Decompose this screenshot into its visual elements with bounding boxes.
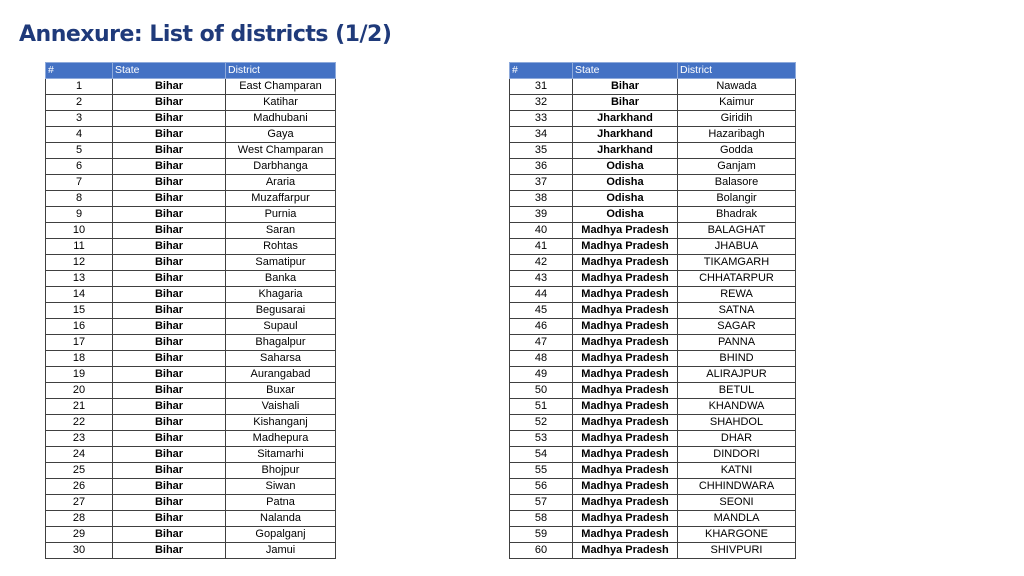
row-number: 20 xyxy=(46,383,113,399)
district-cell: Rohtas xyxy=(226,239,336,255)
state-cell: Bihar xyxy=(113,191,226,207)
state-cell: Madhya Pradesh xyxy=(573,527,678,543)
state-cell: Bihar xyxy=(113,463,226,479)
row-number: 6 xyxy=(46,159,113,175)
table-row xyxy=(46,127,336,143)
row-number: 3 xyxy=(46,111,113,127)
row-number: 39 xyxy=(510,207,573,223)
state-cell: Bihar xyxy=(113,287,226,303)
state-cell: Madhya Pradesh xyxy=(573,511,678,527)
header-district: District xyxy=(226,63,336,79)
state-cell: Bihar xyxy=(113,79,226,95)
table-row xyxy=(46,95,336,111)
state-cell: Bihar xyxy=(113,447,226,463)
district-cell: Begusarai xyxy=(226,303,336,319)
row-number: 18 xyxy=(46,351,113,367)
state-cell: Madhya Pradesh xyxy=(573,303,678,319)
state-cell: Bihar xyxy=(113,367,226,383)
row-number: 47 xyxy=(510,335,573,351)
row-number: 10 xyxy=(46,223,113,239)
state-cell: Odisha xyxy=(573,191,678,207)
table-row xyxy=(510,527,796,543)
table-row xyxy=(46,143,336,159)
table-row xyxy=(510,335,796,351)
row-number: 59 xyxy=(510,527,573,543)
district-cell: Gopalganj xyxy=(226,527,336,543)
table-row xyxy=(46,447,336,463)
state-cell: Madhya Pradesh xyxy=(573,399,678,415)
district-cell: DINDORI xyxy=(678,447,796,463)
state-cell: Bihar xyxy=(113,303,226,319)
row-number: 51 xyxy=(510,399,573,415)
header-state: State xyxy=(113,63,226,79)
table-header-row xyxy=(46,63,336,79)
row-number: 52 xyxy=(510,415,573,431)
district-cell: MANDLA xyxy=(678,511,796,527)
row-number: 23 xyxy=(46,431,113,447)
state-cell: Bihar xyxy=(113,271,226,287)
state-cell: Bihar xyxy=(113,319,226,335)
state-cell: Madhya Pradesh xyxy=(573,351,678,367)
table-row xyxy=(46,207,336,223)
table-row xyxy=(46,415,336,431)
row-number: 33 xyxy=(510,111,573,127)
table-row xyxy=(46,271,336,287)
district-cell: Khagaria xyxy=(226,287,336,303)
district-cell: Samatipur xyxy=(226,255,336,271)
row-number: 37 xyxy=(510,175,573,191)
table-row xyxy=(510,223,796,239)
row-number: 5 xyxy=(46,143,113,159)
state-cell: Bihar xyxy=(113,335,226,351)
district-cell: Madhubani xyxy=(226,111,336,127)
table-row xyxy=(46,79,336,95)
state-cell: Madhya Pradesh xyxy=(573,495,678,511)
table-row xyxy=(510,543,796,559)
state-cell: Madhya Pradesh xyxy=(573,335,678,351)
table-row xyxy=(46,111,336,127)
district-cell: Godda xyxy=(678,143,796,159)
table-row xyxy=(46,543,336,559)
table-row xyxy=(510,447,796,463)
state-cell: Bihar xyxy=(113,431,226,447)
district-cell: Ganjam xyxy=(678,159,796,175)
state-cell: Bihar xyxy=(113,175,226,191)
district-cell: Araria xyxy=(226,175,336,191)
state-cell: Madhya Pradesh xyxy=(573,319,678,335)
district-cell: JHABUA xyxy=(678,239,796,255)
row-number: 54 xyxy=(510,447,573,463)
state-cell: Madhya Pradesh xyxy=(573,271,678,287)
state-cell: Bihar xyxy=(113,223,226,239)
table-row xyxy=(46,175,336,191)
state-cell: Odisha xyxy=(573,175,678,191)
district-cell: Patna xyxy=(226,495,336,511)
row-number: 55 xyxy=(510,463,573,479)
table-row xyxy=(510,463,796,479)
table-row xyxy=(510,271,796,287)
table-row xyxy=(510,239,796,255)
district-cell: CHHATARPUR xyxy=(678,271,796,287)
district-cell: Nawada xyxy=(678,79,796,95)
state-cell: Madhya Pradesh xyxy=(573,383,678,399)
state-cell: Bihar xyxy=(113,383,226,399)
row-number: 2 xyxy=(46,95,113,111)
table-row xyxy=(510,351,796,367)
table-row xyxy=(46,367,336,383)
state-cell: Madhya Pradesh xyxy=(573,447,678,463)
state-cell: Bihar xyxy=(113,527,226,543)
district-cell: BALAGHAT xyxy=(678,223,796,239)
row-number: 45 xyxy=(510,303,573,319)
state-cell: Madhya Pradesh xyxy=(573,415,678,431)
district-cell: SHIVPURI xyxy=(678,543,796,559)
state-cell: Jharkhand xyxy=(573,111,678,127)
row-number: 50 xyxy=(510,383,573,399)
table-row xyxy=(510,255,796,271)
table-row xyxy=(510,319,796,335)
row-number: 15 xyxy=(46,303,113,319)
row-number: 35 xyxy=(510,143,573,159)
table-row xyxy=(510,367,796,383)
state-cell: Bihar xyxy=(113,143,226,159)
table-row xyxy=(510,127,796,143)
district-cell: DHAR xyxy=(678,431,796,447)
district-cell: SAGAR xyxy=(678,319,796,335)
state-cell: Bihar xyxy=(113,479,226,495)
table-row xyxy=(46,159,336,175)
district-cell: ALIRAJPUR xyxy=(678,367,796,383)
row-number: 17 xyxy=(46,335,113,351)
row-number: 34 xyxy=(510,127,573,143)
row-number: 11 xyxy=(46,239,113,255)
row-number: 13 xyxy=(46,271,113,287)
row-number: 16 xyxy=(46,319,113,335)
table-row xyxy=(46,495,336,511)
table-row xyxy=(510,95,796,111)
state-cell: Bihar xyxy=(113,159,226,175)
table-row xyxy=(510,175,796,191)
state-cell: Bihar xyxy=(113,511,226,527)
table-row xyxy=(46,431,336,447)
row-number: 29 xyxy=(46,527,113,543)
district-cell: Kishanganj xyxy=(226,415,336,431)
district-cell: Vaishali xyxy=(226,399,336,415)
district-cell: Aurangabad xyxy=(226,367,336,383)
district-cell: Sitamarhi xyxy=(226,447,336,463)
row-number: 1 xyxy=(46,79,113,95)
district-cell: Giridih xyxy=(678,111,796,127)
district-cell: Bhadrak xyxy=(678,207,796,223)
table-row xyxy=(46,383,336,399)
table-row xyxy=(46,335,336,351)
table-row xyxy=(510,111,796,127)
district-cell: Siwan xyxy=(226,479,336,495)
state-cell: Bihar xyxy=(113,495,226,511)
table-row xyxy=(510,511,796,527)
row-number: 19 xyxy=(46,367,113,383)
row-number: 30 xyxy=(46,543,113,559)
row-number: 60 xyxy=(510,543,573,559)
district-cell: Kaimur xyxy=(678,95,796,111)
district-cell: East Champaran xyxy=(226,79,336,95)
state-cell: Bihar xyxy=(113,207,226,223)
district-cell: KATNI xyxy=(678,463,796,479)
district-cell: Buxar xyxy=(226,383,336,399)
state-cell: Bihar xyxy=(113,111,226,127)
state-cell: Madhya Pradesh xyxy=(573,223,678,239)
state-cell: Jharkhand xyxy=(573,127,678,143)
district-table-left xyxy=(45,62,336,559)
table-row xyxy=(46,239,336,255)
row-number: 32 xyxy=(510,95,573,111)
table-body-left xyxy=(46,79,336,559)
state-cell: Madhya Pradesh xyxy=(573,431,678,447)
district-cell: SHAHDOL xyxy=(678,415,796,431)
district-table-right xyxy=(509,62,796,559)
row-number: 9 xyxy=(46,207,113,223)
row-number: 8 xyxy=(46,191,113,207)
table-row xyxy=(510,479,796,495)
district-cell: Jamui xyxy=(226,543,336,559)
district-cell: BHIND xyxy=(678,351,796,367)
row-number: 27 xyxy=(46,495,113,511)
state-cell: Bihar xyxy=(113,399,226,415)
table-row xyxy=(510,303,796,319)
district-cell: KHARGONE xyxy=(678,527,796,543)
row-number: 44 xyxy=(510,287,573,303)
district-cell: Gaya xyxy=(226,127,336,143)
state-cell: Bihar xyxy=(113,127,226,143)
row-number: 25 xyxy=(46,463,113,479)
state-cell: Madhya Pradesh xyxy=(573,239,678,255)
table-row xyxy=(510,415,796,431)
row-number: 43 xyxy=(510,271,573,287)
table-row xyxy=(46,223,336,239)
district-cell: KHANDWA xyxy=(678,399,796,415)
district-cell: SEONI xyxy=(678,495,796,511)
district-cell: Muzaffarpur xyxy=(226,191,336,207)
table-row xyxy=(46,399,336,415)
table-row xyxy=(46,351,336,367)
state-cell: Bihar xyxy=(113,95,226,111)
district-cell: REWA xyxy=(678,287,796,303)
table-row xyxy=(46,479,336,495)
table-row xyxy=(510,79,796,95)
row-number: 40 xyxy=(510,223,573,239)
state-cell: Madhya Pradesh xyxy=(573,463,678,479)
state-cell: Odisha xyxy=(573,159,678,175)
row-number: 56 xyxy=(510,479,573,495)
table-row xyxy=(510,143,796,159)
state-cell: Bihar xyxy=(573,79,678,95)
district-cell: Madhepura xyxy=(226,431,336,447)
state-cell: Jharkhand xyxy=(573,143,678,159)
table-body-right xyxy=(510,79,796,559)
district-cell: PANNA xyxy=(678,335,796,351)
row-number: 21 xyxy=(46,399,113,415)
row-number: 49 xyxy=(510,367,573,383)
district-cell: Nalanda xyxy=(226,511,336,527)
state-cell: Madhya Pradesh xyxy=(573,367,678,383)
district-cell: CHHINDWARA xyxy=(678,479,796,495)
row-number: 58 xyxy=(510,511,573,527)
header-num: # xyxy=(510,63,573,79)
district-cell: Hazaribagh xyxy=(678,127,796,143)
district-cell: Bhagalpur xyxy=(226,335,336,351)
row-number: 7 xyxy=(46,175,113,191)
header-state: State xyxy=(573,63,678,79)
table-row xyxy=(510,399,796,415)
state-cell: Bihar xyxy=(113,239,226,255)
table-row xyxy=(510,495,796,511)
table-row xyxy=(46,191,336,207)
table-header-row xyxy=(510,63,796,79)
district-cell: TIKAMGARH xyxy=(678,255,796,271)
district-cell: Katihar xyxy=(226,95,336,111)
table-row xyxy=(510,431,796,447)
state-cell: Bihar xyxy=(113,255,226,271)
table-row xyxy=(46,527,336,543)
district-cell: Bolangir xyxy=(678,191,796,207)
table-row xyxy=(510,383,796,399)
row-number: 46 xyxy=(510,319,573,335)
row-number: 22 xyxy=(46,415,113,431)
district-cell: Purnia xyxy=(226,207,336,223)
row-number: 48 xyxy=(510,351,573,367)
table-row xyxy=(510,191,796,207)
table-row xyxy=(46,319,336,335)
row-number: 36 xyxy=(510,159,573,175)
row-number: 38 xyxy=(510,191,573,207)
table-row xyxy=(46,463,336,479)
row-number: 42 xyxy=(510,255,573,271)
district-cell: Bhojpur xyxy=(226,463,336,479)
district-cell: Saharsa xyxy=(226,351,336,367)
row-number: 41 xyxy=(510,239,573,255)
table-row xyxy=(46,287,336,303)
district-cell: Balasore xyxy=(678,175,796,191)
row-number: 31 xyxy=(510,79,573,95)
table-row xyxy=(46,303,336,319)
district-cell: Banka xyxy=(226,271,336,287)
row-number: 57 xyxy=(510,495,573,511)
row-number: 4 xyxy=(46,127,113,143)
table-row xyxy=(46,255,336,271)
state-cell: Odisha xyxy=(573,207,678,223)
header-num: # xyxy=(46,63,113,79)
row-number: 53 xyxy=(510,431,573,447)
table-row xyxy=(510,207,796,223)
state-cell: Madhya Pradesh xyxy=(573,255,678,271)
district-cell: Supaul xyxy=(226,319,336,335)
table-row xyxy=(46,511,336,527)
state-cell: Bihar xyxy=(113,415,226,431)
table-row xyxy=(510,159,796,175)
state-cell: Madhya Pradesh xyxy=(573,543,678,559)
district-cell: Saran xyxy=(226,223,336,239)
district-cell: BETUL xyxy=(678,383,796,399)
row-number: 28 xyxy=(46,511,113,527)
row-number: 12 xyxy=(46,255,113,271)
state-cell: Madhya Pradesh xyxy=(573,287,678,303)
table-row xyxy=(510,287,796,303)
page-title: Annexure: List of districts (1/2) xyxy=(19,22,392,47)
row-number: 26 xyxy=(46,479,113,495)
state-cell: Madhya Pradesh xyxy=(573,479,678,495)
state-cell: Bihar xyxy=(573,95,678,111)
row-number: 14 xyxy=(46,287,113,303)
state-cell: Bihar xyxy=(113,543,226,559)
state-cell: Bihar xyxy=(113,351,226,367)
district-cell: West Champaran xyxy=(226,143,336,159)
row-number: 24 xyxy=(46,447,113,463)
district-cell: SATNA xyxy=(678,303,796,319)
header-district: District xyxy=(678,63,796,79)
district-cell: Darbhanga xyxy=(226,159,336,175)
